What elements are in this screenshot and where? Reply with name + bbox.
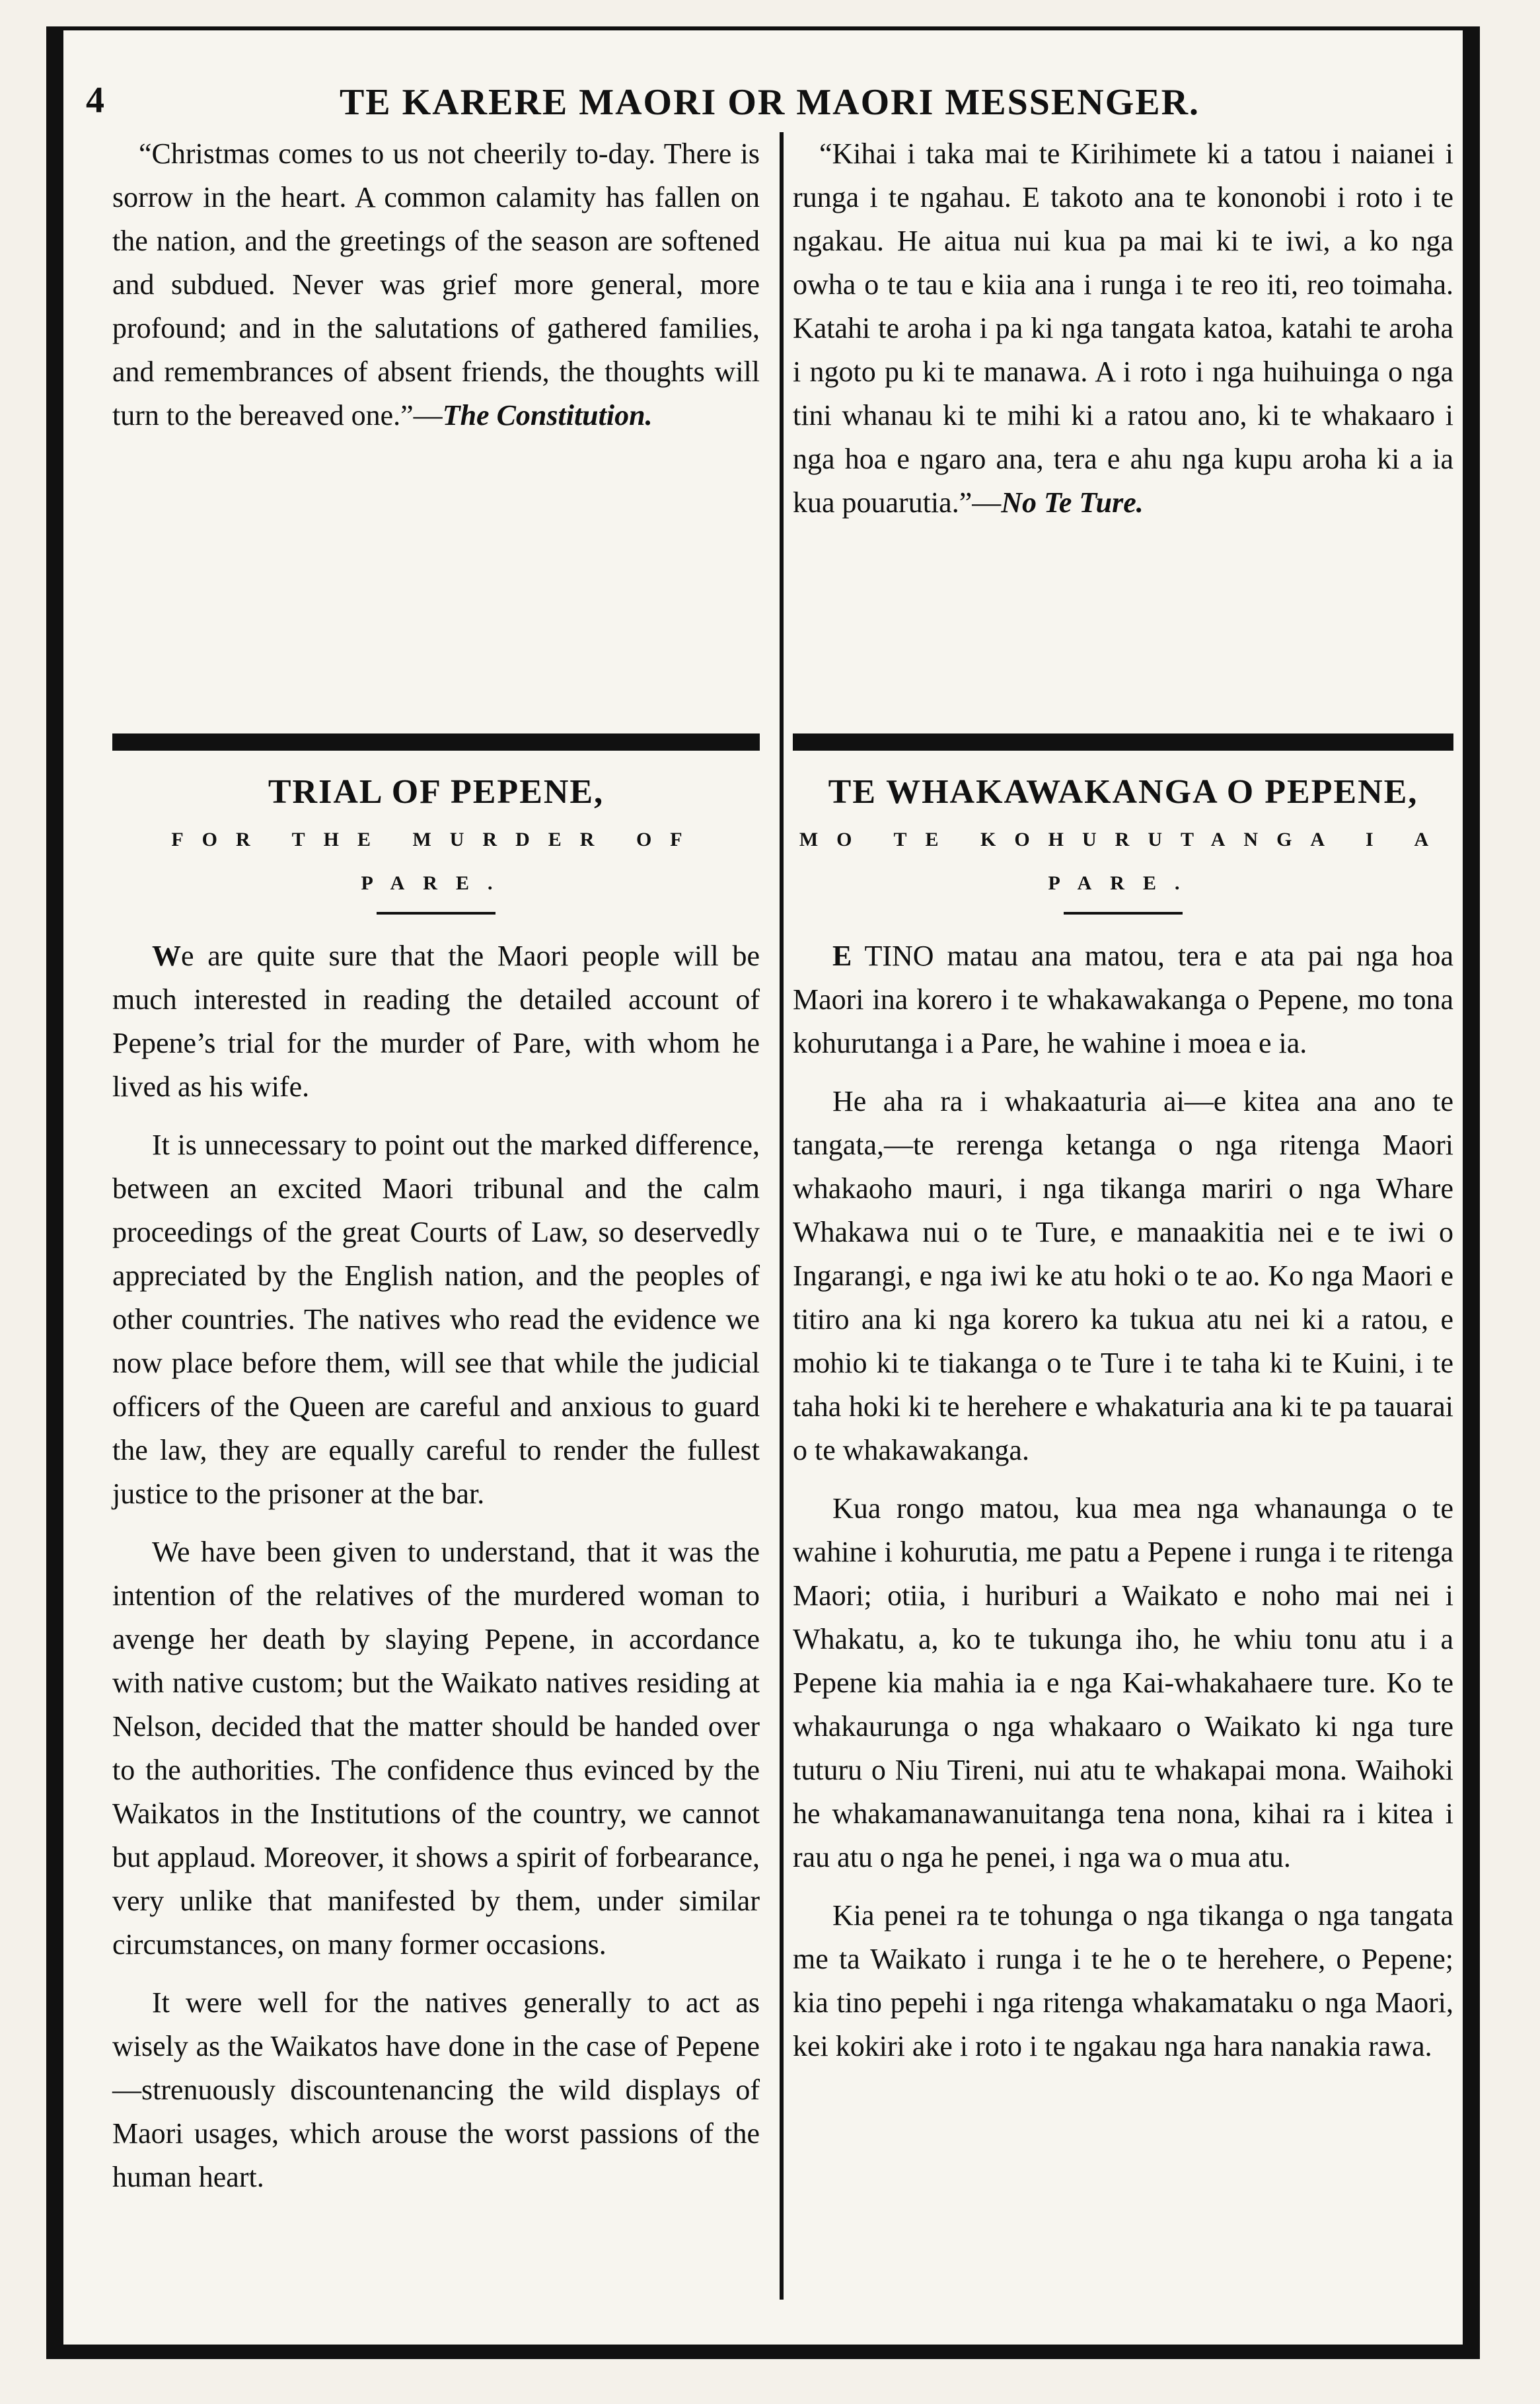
section-rule — [793, 733, 1453, 751]
english-column — [112, 132, 760, 2214]
page-header — [79, 79, 1460, 126]
article-subtitle: FOR THE MURDER OF PARE. — [171, 829, 701, 894]
article-paragraph: E TINO matau ana matou, tera e ata pai nga hoa Maori ina korero i te whakawakanga o Pepene, mo tona kohurutanga i a Pare, he wahine i moea e ia. — [793, 940, 1453, 1059]
article-paragraph: He aha ra i whakaaturia ai—e kitea ana ano te tangata,—te rerenga ketanga o nga ritenga Maori whakaoho mauri, i nga tikanga mariri o nga Whare Whakawa nui o te Ture, e manaakitia nei e te iwi o Ingarangi, e nga iwi ke atu hoki o te ao. Ko nga Maori e titiro ana ki nga korero ka tukua atu nei ki a ratou, e mohio ki te tiakanga o te Ture i te taha ki te Kuini, i te taha hoki ki te herehere e whakaturia ana ki te pa tauarai o te whakawakanga. — [793, 1085, 1453, 1466]
page-number: 4 — [86, 80, 104, 121]
article-paragraph: We are quite sure that the Maori people will be much interested in reading the detailed account of Pepene’s trial for the murder of Pare, with whom he lived as his wife. — [112, 940, 760, 1103]
quote-text: “Christmas comes to us not cheerily to-day. There is sorrow in the heart. A common calamity has fallen on the nation, and the greetings of the season are softened and subdued. Never was grief more general, more profound; and in the salutations of gathered families, and remembrances of absent friends, the thoughts will turn to the bereaved one.”— — [112, 137, 760, 432]
article-title: TE WHAKAWAKANGA O PEPENE, — [828, 773, 1418, 811]
section-rule — [112, 733, 760, 751]
article-paragraph: Kua rongo matou, kua mea nga whanaunga o te wahine i kohurutia, me patu a Pepene i runga i te ritenga Maori; otiia, i huriburi a Waikato e noho mai nei i Whakatu, a, ko te tukunga iho, he whiu tonu atu i a Pepene kia mahia ia e nga Kai-whakahaere ture. Ko te whakaurunga o nga whakaaro o Waikato ki nga ture tuturu o Niu Tireni, nui atu te whakapai mona. Waihoki he whakamanawanuitanga tena nona, kihai ra i kitea i rau atu o nga he penei, i nga wa o mua atu. — [793, 1492, 1453, 1873]
article-paragraph: We have been given to understand, that it was the intention of the relatives of the murdered woman to avenge her death by slaying Pepene, in accordance with native custom; but the Waikato natives residing at Nelson, decided that the matter should be handed over to the authorities. The confidence thus evinced by the Waikatos in the Institutions of the country, we cannot but applaud. Moreover, it shows a spirit of forbearance, very unlike that manifested by them, under similar circumstances, on many former occasions. — [112, 1536, 760, 1961]
article-paragraph: It were well for the natives generally to act as wisely as the Waikatos have done in the case of Pepene—strenuously discountenancing the wild displays of Maori usages, which arouse the worst passions of the human heart. — [112, 1986, 760, 2193]
quote-source: No Te Ture. — [1001, 486, 1144, 519]
column-divider — [780, 132, 784, 2300]
quote-source: The Constitution. — [442, 399, 653, 432]
title-underline — [377, 912, 495, 915]
article-title: TRIAL OF PEPENE, — [268, 773, 605, 811]
title-underline — [1064, 912, 1183, 915]
article-subtitle: MO TE KOHURUTANGA I A PARE. — [799, 829, 1448, 894]
christmas-quote-maori — [793, 132, 1453, 555]
quote-text: “Kihai i taka mai te Kirihimete ki a tatou i naianei i runga i te ngahau. E takoto ana te kononobi i roto i te ngakau. He aitua nui kua pa mai ki te iwi, a ko nga owha o te tau e kiia ana i runga i te reo iti, reo toimaha. Katahi te aroha i pa ki nga tangata katoa, katahi te aroha i ngoto pu ki te manawa. A i roto i nga huihuinga o nga tini whanau ki te mihi ki a ratou ano, ki te whakaaro i nga hoa e ngaro ana, tera e ahu nga kupu aroha ki a ia kua pouarutia.”— — [793, 137, 1453, 519]
maori-column — [793, 132, 1453, 2083]
christmas-quote-english — [112, 132, 760, 555]
article-paragraph: Kia penei ra te tohunga o nga tikanga o nga tangata me ta Waikato i runga i te he o te herehere, o Pepene; kia tino pepehi i nga ritenga whakamataku o nga Maori, kei kokiri ake i roto i te ngakau nga hara nanakia rawa. — [793, 1899, 1453, 2062]
masthead-title: TE KARERE MAORI OR MAORI MESSENGER. — [339, 82, 1200, 123]
article-paragraph: It is unnecessary to point out the marked difference, between an excited Maori tribunal and the calm proceedings of the great Courts of Law, so deservedly appreciated by the English nation, and the peoples of other countries. The natives who read the evidence we now place before them, will see that while the judicial officers of the Queen are careful and anxious to guard the law, they are equally careful to render the fullest justice to the prisoner at the bar. — [112, 1129, 760, 1510]
